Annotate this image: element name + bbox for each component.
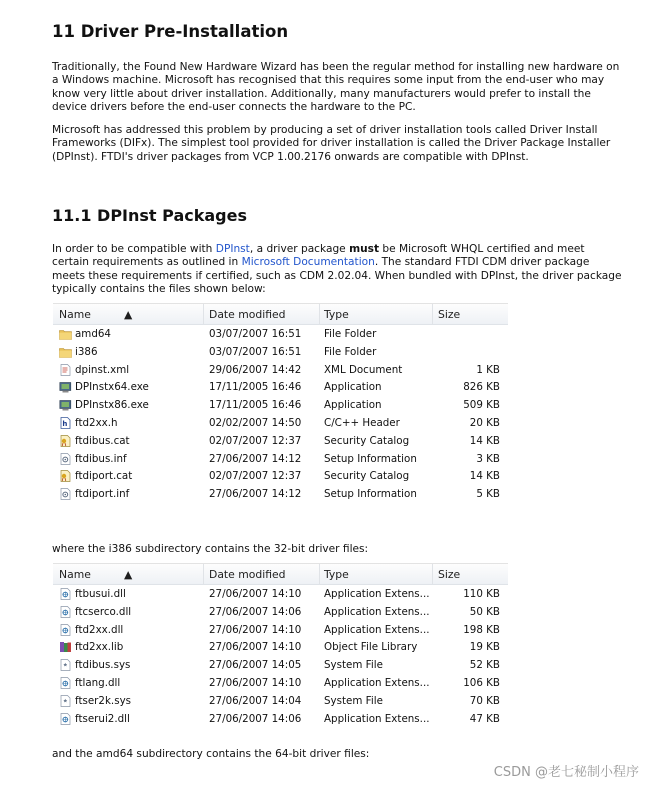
file-name: ftd2xx.h bbox=[75, 416, 118, 429]
subsection-heading: 11.1 DPInst Packages bbox=[52, 206, 247, 225]
file-size: 509 KB bbox=[463, 399, 500, 412]
file-type: Security Catalog bbox=[324, 434, 410, 447]
file-size: 3 KB bbox=[476, 452, 500, 465]
file-row[interactable] bbox=[53, 450, 508, 468]
file-row[interactable] bbox=[53, 674, 508, 692]
header-file-icon bbox=[59, 417, 72, 429]
date-modified: 27/06/2007 14:06 bbox=[209, 712, 302, 725]
caption-amd64: and the amd64 subdirectory contains the 64-bit driver files: bbox=[52, 748, 370, 760]
file-type: Application bbox=[324, 399, 382, 412]
file-name: dpinst.xml bbox=[75, 363, 130, 376]
dll-file-icon bbox=[59, 713, 72, 725]
column-name-header[interactable]: Name bbox=[59, 568, 91, 581]
text-run: , a driver package bbox=[249, 243, 350, 255]
date-modified: 17/11/2005 16:46 bbox=[209, 381, 302, 394]
setup-info-icon bbox=[59, 453, 72, 465]
date-modified: 27/06/2007 14:12 bbox=[209, 452, 302, 465]
file-name: ftdiport.cat bbox=[75, 470, 133, 483]
file-type: XML Document bbox=[324, 363, 403, 376]
file-list-package bbox=[53, 303, 508, 503]
watermark: CSDN @老七秘制小程序 bbox=[493, 765, 639, 780]
file-size: 5 KB bbox=[476, 488, 500, 501]
file-row[interactable] bbox=[53, 432, 508, 450]
section-heading: 11 Driver Pre-Installation bbox=[52, 22, 289, 41]
sys-file-icon bbox=[59, 695, 72, 707]
date-modified: 27/06/2007 14:06 bbox=[209, 605, 302, 618]
date-modified: 27/06/2007 14:10 bbox=[209, 676, 302, 689]
emphasis-must: must bbox=[349, 243, 380, 255]
column-type-header[interactable]: Type bbox=[324, 568, 349, 581]
dll-file-icon bbox=[59, 624, 72, 636]
file-type: Setup Information bbox=[324, 488, 417, 501]
file-type: System File bbox=[324, 694, 383, 707]
installer-icon bbox=[59, 381, 72, 393]
date-modified: 27/06/2007 14:10 bbox=[209, 623, 302, 636]
svg-text:h: h bbox=[62, 419, 68, 428]
folder-icon bbox=[59, 346, 72, 358]
dll-file-icon bbox=[59, 677, 72, 689]
file-size: 50 KB bbox=[469, 605, 500, 618]
column-date-header[interactable]: Date modified bbox=[209, 308, 286, 321]
text-run: be Microsoft WHQL certified and meet certain requirements as outlined in bbox=[52, 243, 585, 269]
column-date-header[interactable]: Date modified bbox=[209, 568, 286, 581]
paragraph-dpinst bbox=[52, 243, 624, 297]
text-run: In order to be compatible with bbox=[52, 243, 216, 255]
file-type: Application Extens... bbox=[324, 588, 430, 600]
file-size: 70 KB bbox=[469, 694, 500, 707]
file-type: Application Extens... bbox=[324, 605, 430, 618]
caption-i386: where the i386 subdirectory contains the 32-bit driver files: bbox=[52, 543, 369, 555]
file-name: i386 bbox=[75, 345, 98, 358]
file-row[interactable] bbox=[53, 621, 508, 639]
file-row[interactable] bbox=[53, 361, 508, 379]
file-type: Object File Library bbox=[324, 641, 418, 654]
text-run: . The standard FTDI CDM driver package meets these requirements if certified, such as CDM 2.02.04. When bundled with DPInst, the driver package typically contains the files shown below: bbox=[52, 256, 622, 296]
date-modified: 17/11/2005 16:46 bbox=[209, 399, 302, 412]
file-row[interactable] bbox=[53, 325, 508, 343]
file-list-i386 bbox=[53, 563, 508, 727]
file-name: ftdibus.inf bbox=[75, 452, 127, 465]
file-name: ftd2xx.lib bbox=[75, 641, 124, 654]
file-row[interactable] bbox=[53, 378, 508, 396]
file-type: Setup Information bbox=[324, 452, 417, 465]
date-modified: 27/06/2007 14:05 bbox=[209, 659, 302, 672]
column-size-header[interactable]: Size bbox=[438, 308, 461, 321]
file-size: 14 KB bbox=[469, 434, 500, 447]
file-row[interactable] bbox=[53, 485, 508, 503]
file-size: 14 KB bbox=[469, 470, 500, 483]
file-size: 20 KB bbox=[469, 416, 500, 429]
file-type: File Folder bbox=[324, 345, 377, 358]
file-name: ftbusui.dll bbox=[75, 588, 126, 600]
file-name: DPInstx86.exe bbox=[75, 399, 149, 412]
file-type: System File bbox=[324, 659, 383, 672]
date-modified: 27/06/2007 14:10 bbox=[209, 641, 302, 654]
column-size-header[interactable]: Size bbox=[438, 568, 461, 581]
file-size: 19 KB bbox=[469, 641, 500, 654]
file-size: 52 KB bbox=[469, 659, 500, 672]
file-name: ftlang.dll bbox=[75, 676, 121, 689]
xml-file-icon bbox=[59, 364, 72, 376]
file-type: Application Extens... bbox=[324, 676, 430, 689]
file-name: ftser2k.sys bbox=[75, 694, 132, 707]
file-name: DPInstx64.exe bbox=[75, 381, 149, 394]
file-row[interactable] bbox=[53, 603, 508, 621]
installer-icon bbox=[59, 399, 72, 411]
date-modified: 02/07/2007 12:37 bbox=[209, 470, 302, 483]
dll-file-icon bbox=[59, 606, 72, 618]
file-type: C/C++ Header bbox=[324, 416, 400, 429]
file-type: File Folder bbox=[324, 328, 377, 340]
setup-info-icon bbox=[59, 488, 72, 500]
file-row[interactable] bbox=[53, 710, 508, 728]
paragraph-difx: Microsoft has addressed this problem by producing a set of driver installation tools called Driver Install Frameworks (DIFx). The simplest tool provided for driver installation is called the Driver Package Installer (DPInst). FTDI's driver packages from VCP 1.00.2176 onwards are compatible with DPInst. bbox=[52, 124, 611, 163]
library-file-icon bbox=[59, 641, 72, 653]
file-row[interactable] bbox=[53, 585, 508, 603]
file-name: ftdibus.sys bbox=[75, 659, 131, 672]
file-size: 106 KB bbox=[463, 676, 500, 689]
file-size: 110 KB bbox=[463, 588, 500, 600]
file-row[interactable] bbox=[53, 656, 508, 674]
file-size: 198 KB bbox=[463, 623, 500, 636]
file-name: ftd2xx.dll bbox=[75, 623, 124, 636]
date-modified: 02/07/2007 12:37 bbox=[209, 434, 302, 447]
file-name: ftserui2.dll bbox=[75, 712, 130, 725]
file-size: 1 KB bbox=[476, 363, 500, 376]
file-type: Application Extens... bbox=[324, 623, 430, 636]
file-size: 826 KB bbox=[463, 381, 500, 394]
column-name-header[interactable]: Name bbox=[59, 308, 91, 321]
date-modified: 27/06/2007 14:04 bbox=[209, 694, 302, 707]
file-name: amd64 bbox=[75, 328, 111, 340]
file-row[interactable] bbox=[53, 692, 508, 710]
file-row[interactable] bbox=[53, 343, 508, 361]
dll-file-icon bbox=[59, 588, 72, 600]
microsoft-documentation-link[interactable]: Microsoft Documentation bbox=[241, 256, 375, 269]
file-name: ftdiport.inf bbox=[75, 488, 130, 501]
file-name: ftcserco.dll bbox=[75, 605, 132, 618]
folder-icon bbox=[59, 328, 72, 340]
security-catalog-icon bbox=[59, 435, 72, 447]
sort-ascending-icon: ▲ bbox=[124, 308, 133, 321]
file-row[interactable] bbox=[53, 414, 508, 432]
column-header-row bbox=[53, 564, 508, 585]
column-type-header[interactable]: Type bbox=[324, 308, 349, 321]
file-size: 47 KB bbox=[469, 712, 500, 725]
sort-ascending-icon: ▲ bbox=[124, 568, 133, 581]
dpinst-link[interactable]: DPInst bbox=[215, 243, 250, 255]
date-modified: 27/06/2007 14:10 bbox=[209, 588, 302, 600]
date-modified: 03/07/2007 16:51 bbox=[209, 328, 302, 340]
file-type: Application Extens... bbox=[324, 712, 430, 725]
file-type: Application bbox=[324, 381, 382, 394]
date-modified: 03/07/2007 16:51 bbox=[209, 345, 302, 358]
security-catalog-icon bbox=[59, 470, 72, 482]
file-row[interactable] bbox=[53, 467, 508, 485]
file-row[interactable] bbox=[53, 396, 508, 414]
date-modified: 27/06/2007 14:12 bbox=[209, 488, 302, 501]
paragraph-intro: Traditionally, the Found New Hardware Wizard has been the regular method for installing new hardware on a Windows machine. Microsoft has recognised that this requires some input from the end-user who may know very little about driver installation. Additionally, many manufacturers would prefer to install the device drivers before the end-user connects the hardware to the PC. bbox=[52, 61, 620, 114]
file-name: ftdibus.cat bbox=[75, 434, 130, 447]
sys-file-icon bbox=[59, 659, 72, 671]
file-row[interactable] bbox=[53, 638, 508, 656]
date-modified: 02/02/2007 14:50 bbox=[209, 416, 302, 429]
date-modified: 29/06/2007 14:42 bbox=[209, 363, 302, 376]
column-header-row bbox=[53, 304, 508, 325]
file-type: Security Catalog bbox=[324, 470, 410, 483]
